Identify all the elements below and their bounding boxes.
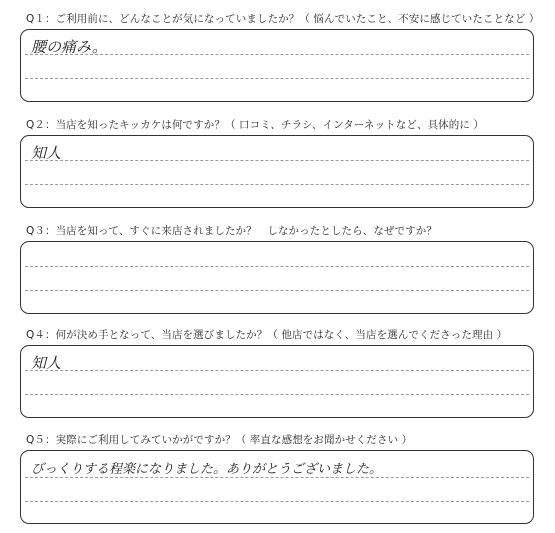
answer-5-handwriting: びっくりする程楽になりました。ありがとうございました。 [31, 462, 383, 477]
answer-2-rule-2 [25, 184, 529, 185]
answer-2-rule-1 [25, 160, 529, 161]
answer-2-box[interactable] [20, 135, 534, 208]
answer-1-handwriting: 腰の痛み。 [31, 38, 107, 56]
answer-3-rule-2 [25, 290, 529, 291]
answer-5-rule-2 [25, 501, 529, 502]
answer-4-handwriting: 知人 [31, 354, 62, 372]
answer-5-rule-1 [25, 477, 529, 478]
answer-4-box[interactable] [20, 345, 534, 418]
answer-1-rule-2 [25, 78, 529, 79]
question-3-label: Q３：当店を知って、すぐに来店されましたか？ しなかったとしたら、なぜですか？ [26, 225, 437, 237]
answer-3-box[interactable] [20, 241, 534, 314]
answer-3-rule-1 [25, 266, 529, 267]
answer-2-handwriting: 知人 [31, 144, 62, 162]
answer-5-box[interactable] [20, 450, 534, 524]
question-2-label: Q２：当店を知ったキッカケは何ですか？（ 口コミ、チラシ、インターネットなど、具体的に ） [26, 119, 485, 131]
question-4-label: Q４：何が決め手となって、当店を選びましたか？（ 他店ではなく、当店を選んでくださった理由 ） [26, 329, 508, 341]
answer-4-rule-1 [25, 370, 529, 371]
question-5-label: Q５：実際にご利用してみていかがですか？（ 率直な感想をお聞かせください ） [26, 434, 413, 446]
question-1-label: Q１：ご利用前に、どんなことが気になっていましたか？（ 悩んでいたこと、不安に感じていたことなど ） [26, 13, 540, 25]
answer-1-box[interactable] [20, 29, 534, 102]
answer-4-rule-2 [25, 394, 529, 395]
answer-1-rule-1 [25, 54, 529, 55]
